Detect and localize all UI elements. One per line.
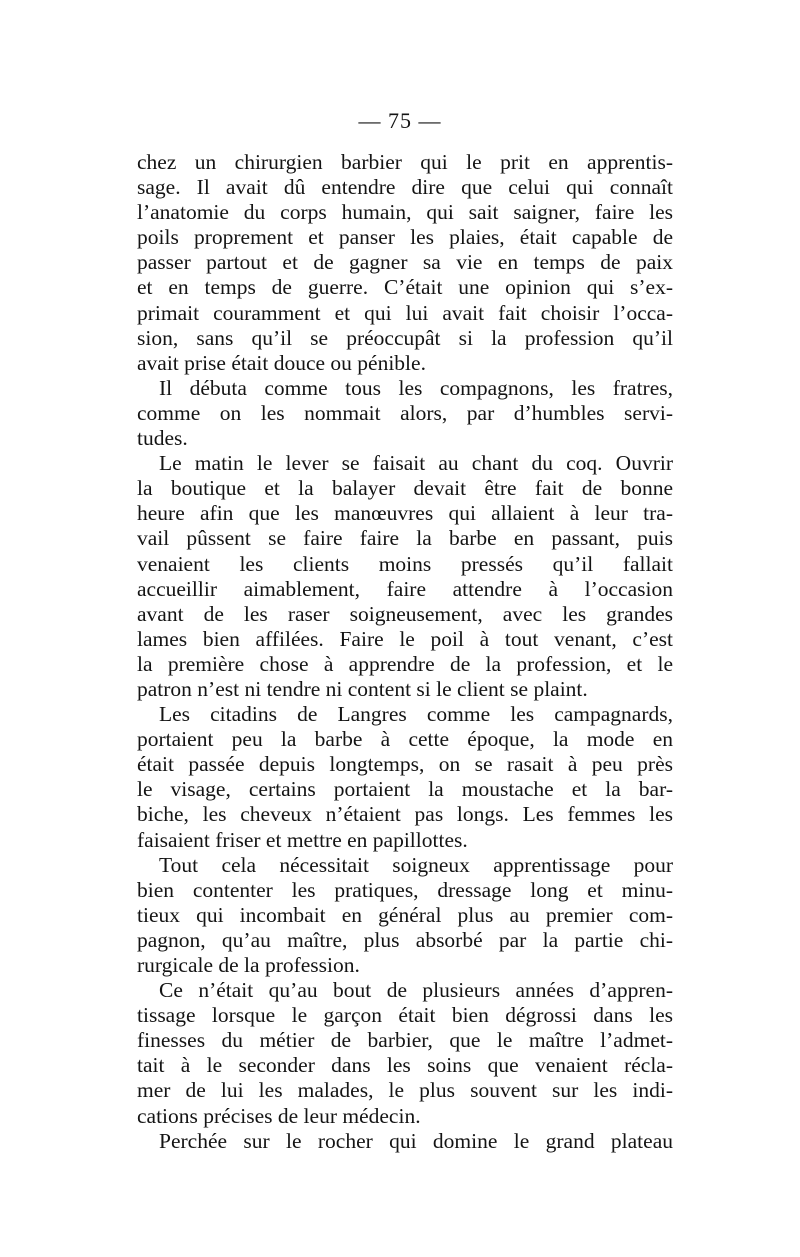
text-line: Il débuta comme tous les compagnons, les fratres, [159,375,673,400]
text-line: tudes. [137,426,188,451]
text-line: pagnon, qu’au maître, plus absorbé par la partie chi- [137,927,673,952]
text-line: Le matin le lever se faisait au chant du coq. Ouvrir [159,451,673,476]
text-line: la première chose à apprendre de la profession, et le [137,651,673,676]
text-line: Tout cela nécessitait soigneux apprentissage pour [159,852,673,877]
text-line: la boutique et la balayer devait être fait de bonne [137,476,673,501]
text-line: poils proprement et panser les plaies, était capable de [137,225,673,250]
text-line: lames bien affilées. Faire le poil à tout venant, c’est [137,626,673,651]
text-line: passer partout et de gagner sa vie en temps de paix [137,250,673,275]
text-line: vail pûssent se faire faire la barbe en passant, puis [137,526,673,551]
page-number: — 75 — [358,108,442,133]
text-line: rurgicale de la profession. [137,953,360,977]
text-line: biche, les cheveux n’étaient pas longs. Les femmes les [137,802,673,827]
body-text [137,150,673,1154]
text-line: l’anatomie du corps humain, qui sait saigner, faire les [137,200,673,225]
text-line: le visage, certains portaient la moustache et la bar- [137,777,673,802]
text-line: sion, sans qu’il se préoccupât si la profession qu’il [137,325,673,350]
text-line: finesses du métier de barbier, que le maître l’admet- [137,1028,673,1053]
text-line: faisaient friser et mettre en papillottes. [137,827,468,852]
text-line: chez un chirurgien barbier qui le prit en apprentis- [137,150,673,174]
text-line: patron n’est ni tendre ni content si le client se plaint. [137,676,588,701]
text-line: avait prise était douce ou pénible. [137,350,426,375]
text-line: cations précises de leur médecin. [137,1103,421,1128]
text-line: et en temps de guerre. C’était une opinion qui s’ex- [137,275,673,300]
text-line: primait couramment et qui lui avait fait choisir l’occa- [137,300,673,325]
text-line: Ce n’était qu’au bout de plusieurs années d’appren- [159,978,673,1003]
text-line: venaient les clients moins pressés qu’il fallait [137,551,673,576]
text-line: mer de lui les malades, le plus souvent sur les indi- [137,1078,673,1103]
text-line: Les citadins de Langres comme les campagnards, [159,702,673,727]
text-line: tait à le seconder dans les soins que venaient récla- [137,1053,673,1078]
text-line: accueillir aimablement, faire attendre à l’occasion [137,576,673,601]
text-line: tissage lorsque le garçon était bien dégrossi dans les [137,1003,673,1028]
text-line: était passée depuis longtemps, on se rasait à peu près [137,752,673,777]
text-line: comme on les nommait alors, par d’humbles servi- [137,400,673,425]
text-line: sage. Il avait dû entendre dire que celui qui connaît [137,175,673,200]
text-line: bien contenter les pratiques, dressage long et minu- [137,877,673,902]
text-line: heure afin que les manœuvres qui allaient à leur tra- [137,501,673,526]
text-line: avant de les raser soigneusement, avec les grandes [137,601,673,626]
text-line: Perchée sur le rocher qui domine le grand plateau [159,1128,673,1153]
text-line: portaient peu la barbe à cette époque, la mode en [137,727,673,752]
text-line: tieux qui incombait en général plus au premier com- [137,902,673,927]
